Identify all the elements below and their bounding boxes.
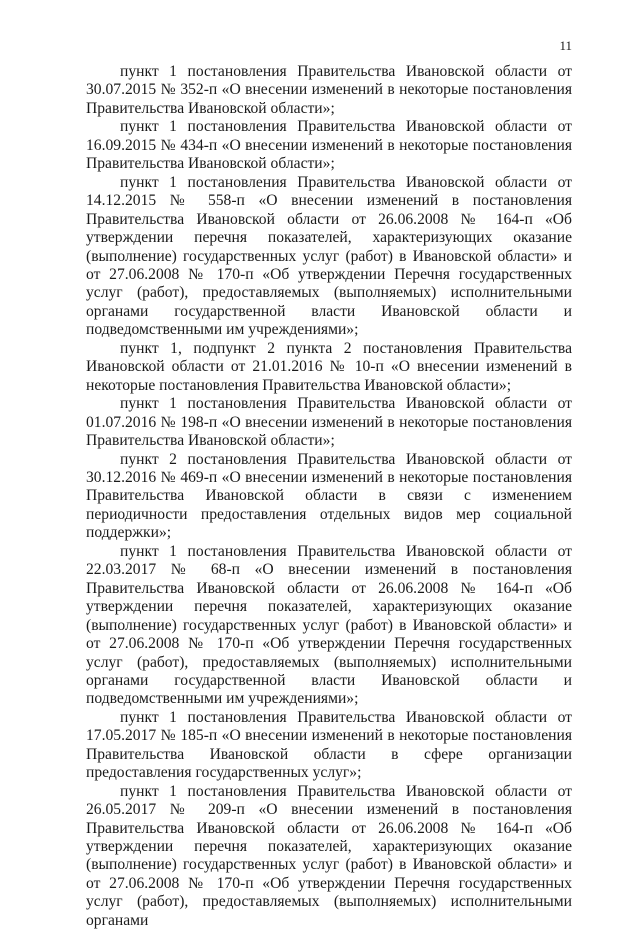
paragraph-7: пункт 1 постановления Правительства Ивановской области от 22.03.2017 № 68-п «О внесении изменений в постановления Правительства Ивановской области от 26.06.2008 № 164-п «Об утверждении перечня показателей, характеризующих оказание (выполнение) государственных услуг (работ) в Ивановской области» и от 27.06.2008 № 170-п «Об утверждении Перечня государственных услуг (работ), предоставляемых (выполняемых) исполнительными органами государственной власти Ивановской области и подведомственными им учреждениями»; [86, 542, 572, 708]
paragraph-4: пункт 1, подпункт 2 пункта 2 постановления Правительства Ивановской области от 21.01.2016 № 10-п «О внесении изменений в некоторые постановления Правительства Ивановской области»; [86, 339, 572, 394]
paragraph-9: пункт 1 постановления Правительства Ивановской области от 26.05.2017 № 209-п «О внесении изменений в постановления Правительства Ивановской области от 26.06.2008 № 164-п «Об утверждении перечня показателей, характеризующих оказание (выполнение) государственных услуг (работ) в Ивановской области» и от 27.06.2008 № 170-п «Об утверждении Перечня государственных услуг (работ), предоставляемых (выполняемых) исполнительными органами [86, 782, 572, 929]
document-body [86, 63, 572, 930]
page-number: 11 [559, 38, 572, 53]
paragraph-2: пункт 1 постановления Правительства Ивановской области от 16.09.2015 № 434-п «О внесении изменений в некоторые постановления Правительства Ивановской области»; [86, 118, 572, 173]
paragraph-6: пункт 2 постановления Правительства Ивановской области от 30.12.2016 № 469-п «О внесении изменений в некоторые постановления Правительства Ивановской области в связи с изменением периодичности предоставления отдельных видов мер социальной поддержки»; [86, 450, 572, 542]
paragraph-3: пункт 1 постановления Правительства Ивановской области от 14.12.2015 № 558-п «О внесении изменений в постановления Правительства Ивановской области от 26.06.2008 № 164-п «Об утверждении перечня показателей, характеризующих оказание (выполнение) государственных услуг (работ) в Ивановской области» и от 27.06.2008 № 170-п «Об утверждении Перечня государственных услуг (работ), предоставляемых (выполняемых) исполнительными органами государственной власти Ивановской области и подведомственными им учреждениями»; [86, 173, 572, 339]
paragraph-1: пункт 1 постановления Правительства Ивановской области от 30.07.2015 № 352-п «О внесении изменений в некоторые постановления Правительства Ивановской области»; [86, 63, 572, 117]
paragraph-5: пункт 1 постановления Правительства Ивановской области от 01.07.2016 № 198-п «О внесении изменений в некоторые постановления Правительства Ивановской области»; [86, 395, 572, 450]
paragraph-8: пункт 1 постановления Правительства Ивановской области от 17.05.2017 № 185-п «О внесении изменений в некоторые постановления Правительства Ивановской области в сфере организации предоставления государственных услуг»; [86, 708, 572, 782]
